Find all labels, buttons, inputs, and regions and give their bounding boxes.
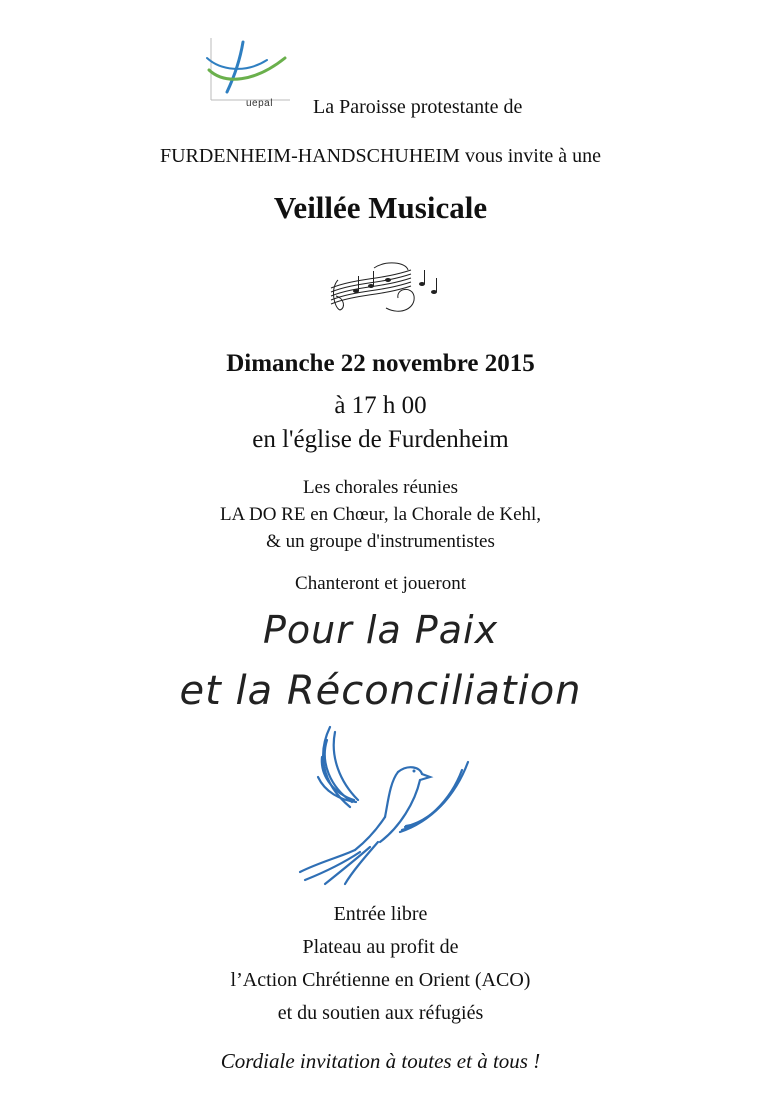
intro-line-1: La Paroisse protestante de [313,96,523,118]
theme-line-1: Pour la Paix [262,608,499,652]
event-date: Dimanche 22 novembre 2015 [226,350,535,377]
entry-line-4: et du soutien aux réfugiés [277,1002,484,1024]
choirs-line-1: Les chorales réunies [302,477,459,498]
intro-line-2: FURDENHEIM-HANDSCHUHEIM vous invite à une [159,145,602,167]
music-notes-icon [326,258,446,318]
chant-line: Chanteront et joueront [295,573,466,594]
theme-line-2: et la Réconciliation [179,668,582,714]
dove-icon [290,722,475,887]
cordial-invitation: Cordiale invitation à toutes et à tous ! [220,1049,541,1073]
choirs-line-2: LA DO RE en Chœur, la Chorale de Kehl, [219,504,542,525]
event-place: en l'église de Furdenheim [252,426,509,453]
event-time: à 17 h 00 [334,392,427,419]
entry-line-3: l’Action Chrétienne en Orient (ACO) [230,969,531,991]
logo-wordmark: uepal [246,98,273,109]
entry-line-1: Entrée libre [333,903,428,925]
page-title: Veillée Musicale [273,190,488,225]
choirs-line-3: & un groupe d'instrumentistes [266,531,495,552]
entry-line-2: Plateau au profit de [302,936,459,958]
